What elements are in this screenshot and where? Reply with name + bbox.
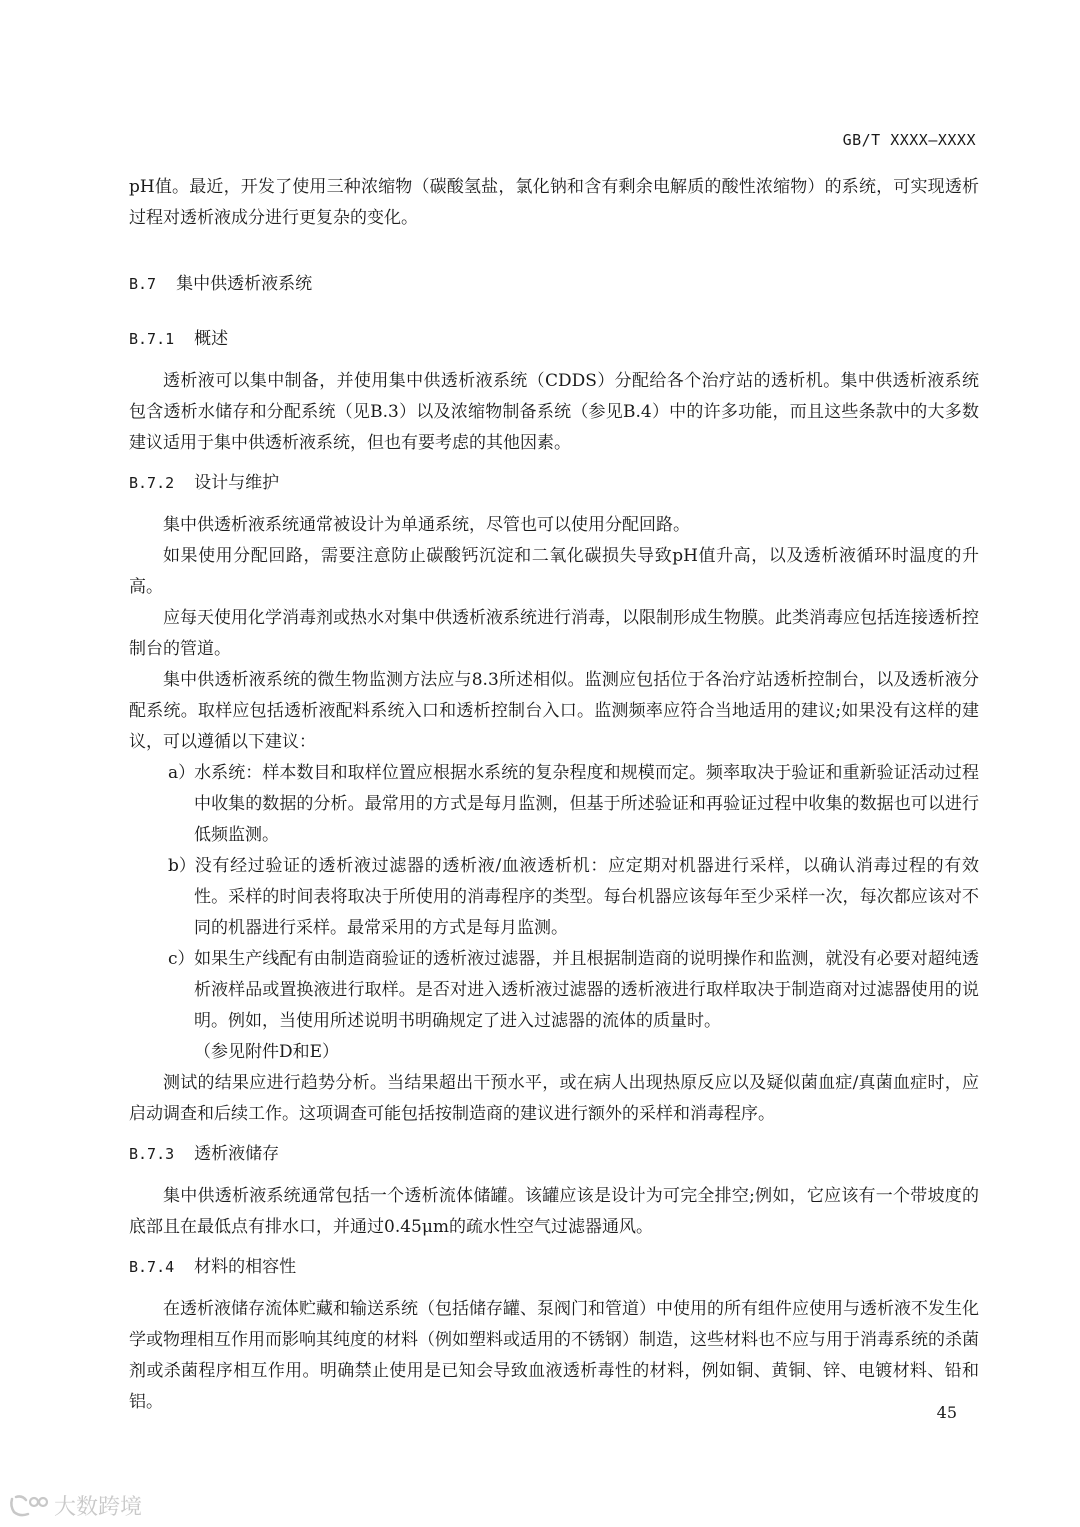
list-marker: c） (168, 949, 195, 969)
intro-paragraph: pH值。最近，开发了使用三种浓缩物（碳酸氢盐，氯化钠和含有剩余电解质的酸性浓缩物）的系统，可实现透析过程对透析液成分进行更复杂的变化。 (129, 177, 979, 228)
paragraph: 在透析液储存流体贮藏和输送系统（包括储存罐、泵阀门和管道）中使用的所有组件应使用与透析液不发生化学或物理相互作用而影响其纯度的材料（例如塑料或适用的不锈钢）制造，这些材料也不应与用于消毒系统的杀菌剂或杀菌程序相互作用。明确禁止使用是已知会导致血液透析毒性的材料，例如铜、黄铜、锌、电镀材料、铅和铝。 (129, 1299, 979, 1412)
subsection-heading-b71 (129, 324, 979, 355)
section-title: 集中供透析液系统 (176, 274, 313, 294)
list-item (168, 758, 979, 851)
subsection-title: 概述 (194, 329, 229, 349)
subsection-title: 透析液储存 (194, 1144, 280, 1164)
list-marker: a） (168, 763, 196, 783)
subsection-number: B.7.2 (129, 474, 175, 492)
paragraph: 如果使用分配回路，需要注意防止碳酸钙沉淀和二氧化碳损失导致pH值升高，以及透析液循环时温度的升高。 (129, 546, 979, 597)
list-item-text: 如果生产线配有由制造商验证的透析液过滤器，并且根据制造商的说明操作和监测，就没有必要对超纯透析液样品或置换液进行取样。是否对进入透析液过滤器的透析液进行取样取决于制造商对过滤器使用的说明。例如，当使用所述说明书明确规定了进入过滤器的流体的质量时。 (194, 949, 979, 1031)
subsection-heading-b74 (129, 1252, 979, 1283)
subsection-number: B.7.4 (129, 1258, 175, 1276)
subsection-number: B.7.1 (129, 330, 175, 348)
list-item (168, 851, 979, 944)
standard-code: GB/T XXXX—XXXX (842, 131, 976, 149)
paragraph: 集中供透析液系统通常包括一个透析流体储罐。该罐应该是设计为可完全排空;例如，它应该有一个带坡度的底部且在最低点有排水口，并通过0.45μm的疏水性空气过滤器通风。 (129, 1186, 979, 1237)
paragraph: 集中供透析液系统的微生物监测方法应与8.3所述相似。监测应包括位于各治疗站透析控制台，以及透析液分配系统。取样应包括透析液配料系统入口和透析控制台入口。监测频率应符合当地适用的建议;如果没有这样的建议，可以遵循以下建议： (129, 670, 979, 752)
watermark-text: 大数跨境 (54, 1495, 143, 1520)
paragraph: 集中供透析液系统通常被设计为单通系统，尽管也可以使用分配回路。 (163, 515, 690, 535)
list-item-text: 水系统：样本数目和取样位置应根据水系统的复杂程度和规模而定。频率取决于验证和重新验证活动过程中收集的数据的分析。最常用的方式是每月监测，但基于所述验证和再验证过程中收集的数据也可以进行低频监测。 (194, 763, 979, 845)
section-heading-b7 (129, 269, 979, 300)
subsection-number: B.7.3 (129, 1145, 175, 1163)
list-item (168, 944, 979, 1037)
list-marker: b） (168, 856, 196, 876)
watermark-logo-icon (8, 1493, 50, 1519)
watermark (8, 1490, 142, 1521)
section-number: B.7 (129, 275, 157, 293)
list-item-text: 没有经过验证的透析液过滤器的透析液/血液透析机：应定期对机器进行采样，以确认消毒过程的有效性。采样的时间表将取决于所使用的消毒程序的类型。每台机器应该每年至少采样一次，每次都应该对不同的机器进行采样。最常采用的方式是每月监测。 (194, 856, 979, 938)
subsection-heading-b73 (129, 1139, 979, 1170)
page-number: 45 (936, 1403, 957, 1422)
annex-reference: （参见附件D和E） (194, 1042, 340, 1062)
paragraph: 透析液可以集中制备，并使用集中供透析液系统（CDDS）分配给各个治疗站的透析机。集中供透析液系统包含透析水储存和分配系统（见B.3）以及浓缩物制备系统（参见B.4）中的许多功能，而且这些条款中的大多数建议适用于集中供透析液系统，但也有要考虑的其他因素。 (129, 371, 979, 453)
paragraph: 应每天使用化学消毒剂或热水对集中供透析液系统进行消毒，以限制形成生物膜。此类消毒应包括连接透析控制台的管道。 (129, 608, 979, 659)
subsection-title: 设计与维护 (194, 473, 280, 493)
subsection-heading-b72 (129, 468, 979, 499)
page-content (129, 172, 979, 1418)
subsection-title: 材料的相容性 (194, 1257, 297, 1277)
paragraph: 测试的结果应进行趋势分析。当结果超出干预水平，或在病人出现热原反应以及疑似菌血症/真菌血症时，应启动调查和后续工作。这项调查可能包括按制造商的建议进行额外的采样和消毒程序。 (129, 1073, 979, 1124)
